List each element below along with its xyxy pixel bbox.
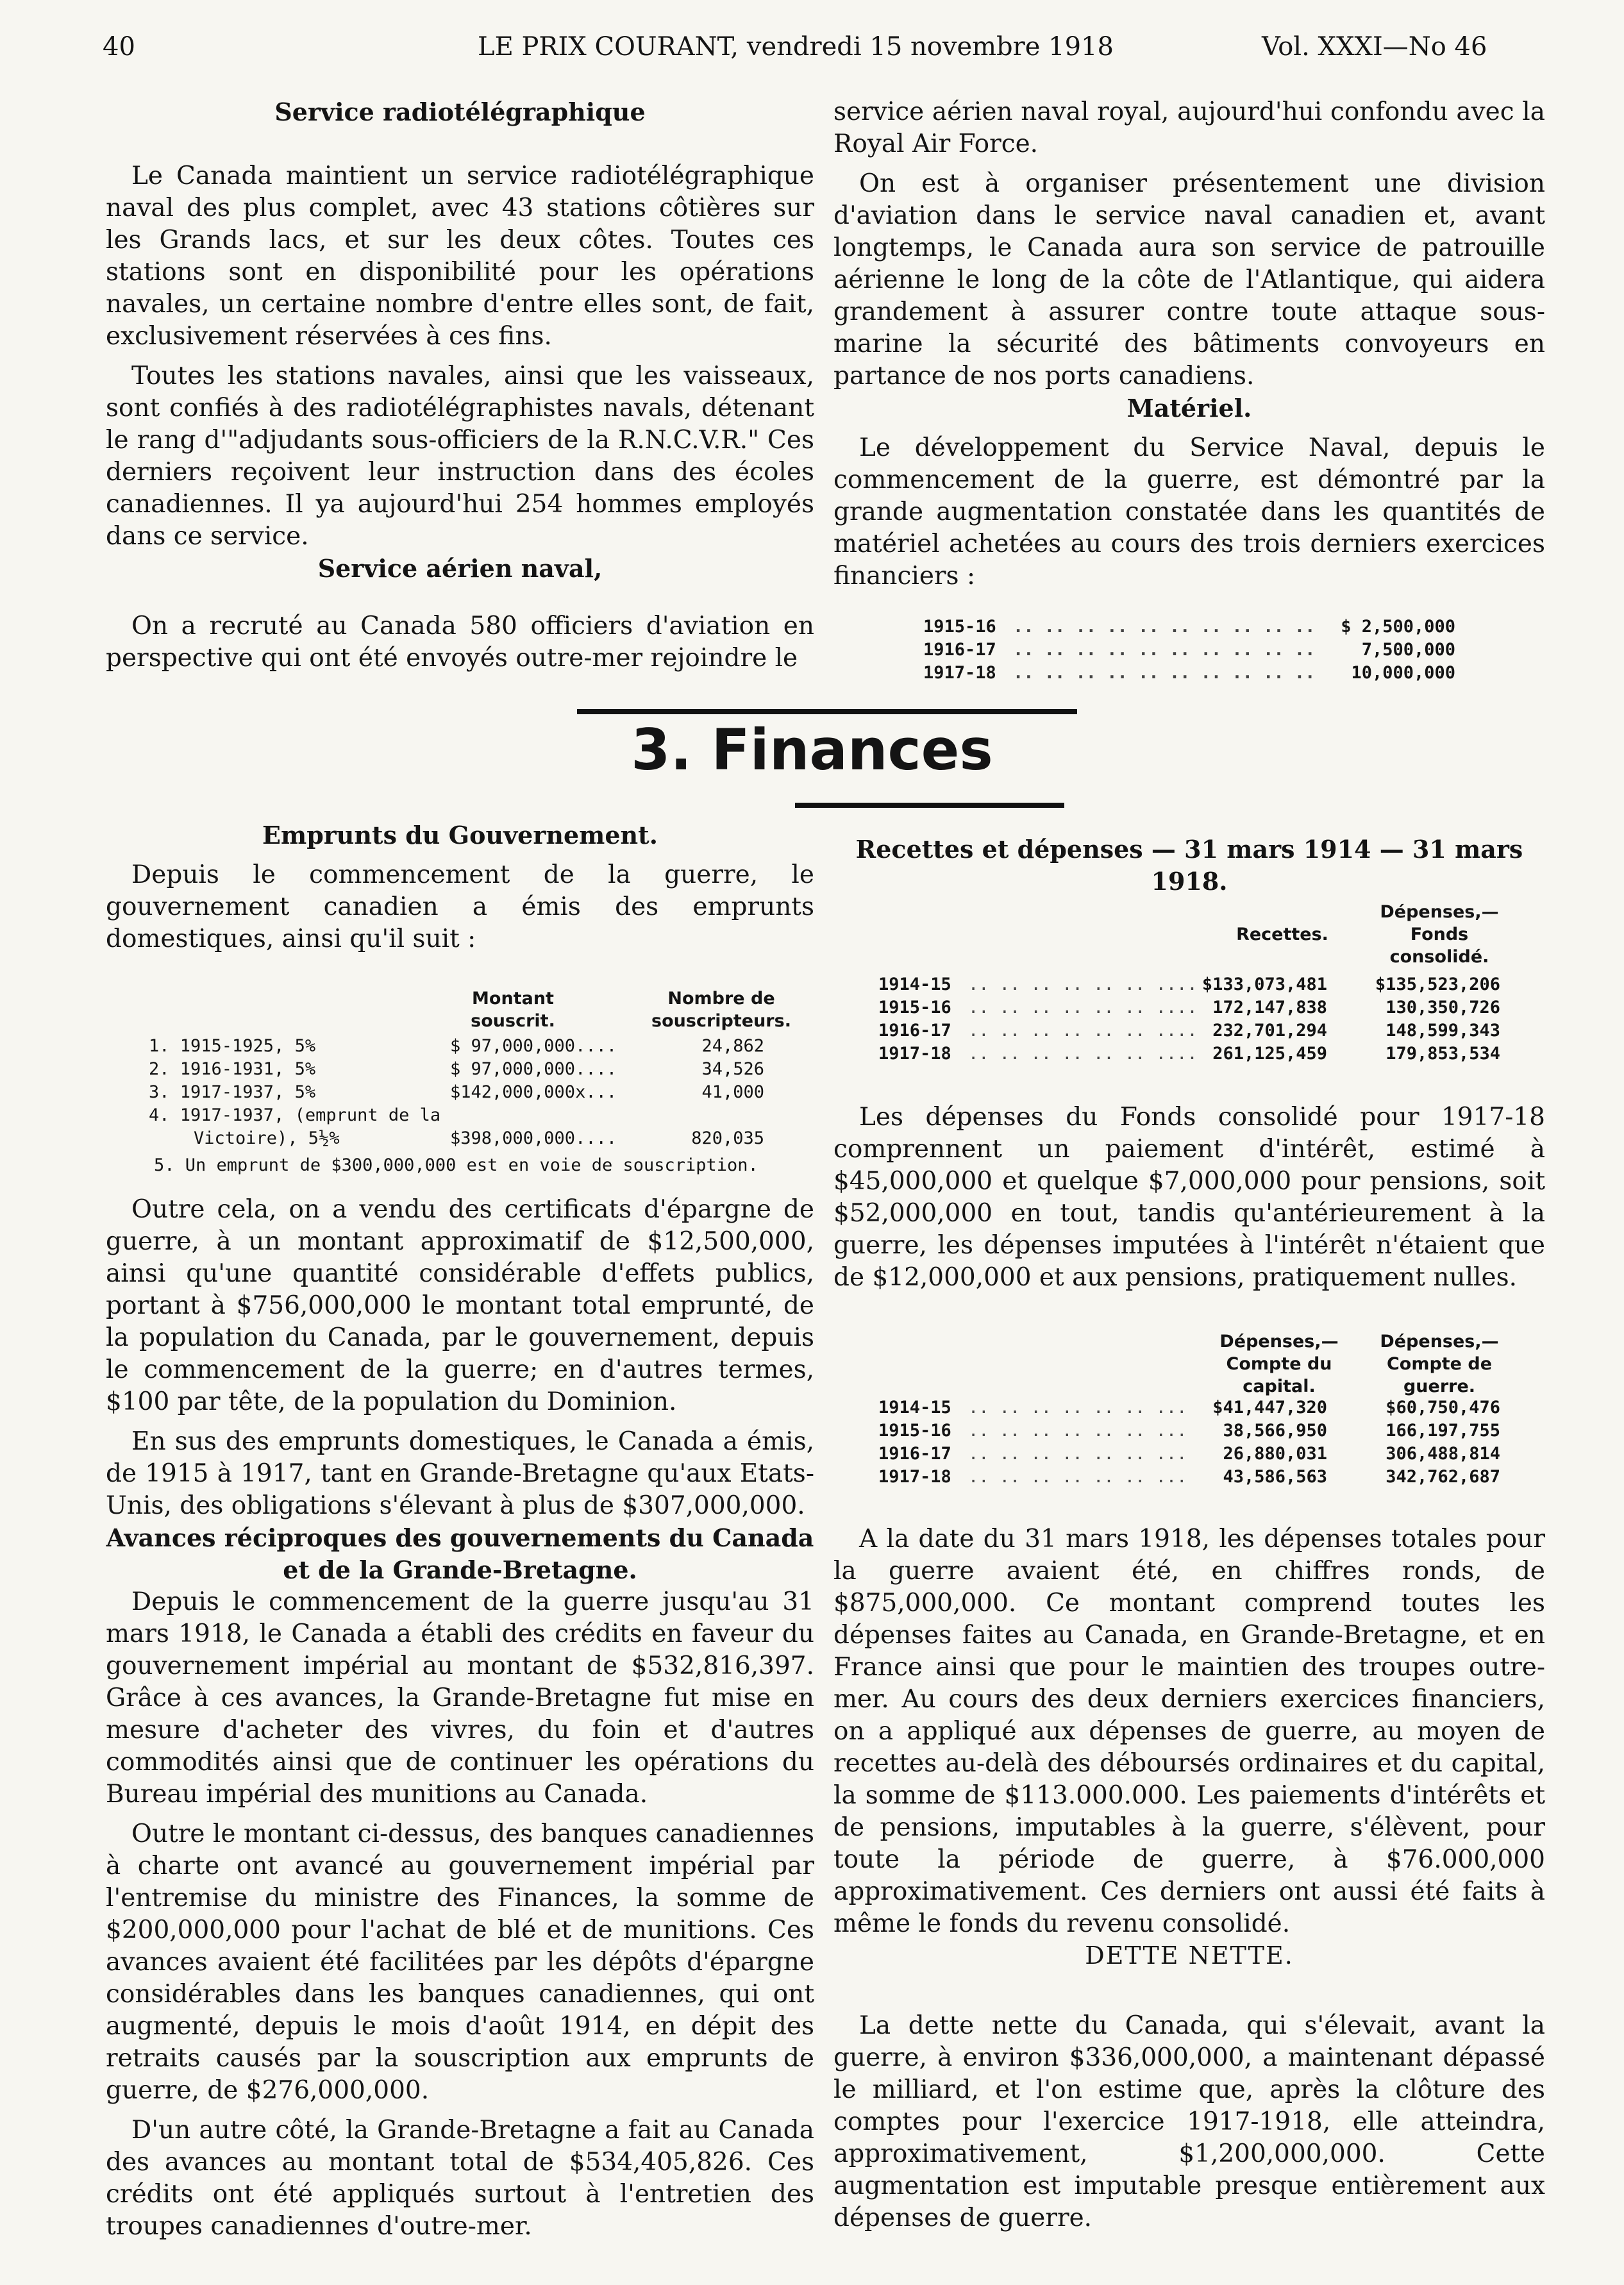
year-cell: 1917-18 (878, 1044, 951, 1064)
table-row: 1914-15 .. .. .. .. .. .. .... $133,073,481 $135,523,206 (878, 973, 1519, 996)
paragraph: Depuis le commencement de la guerre jusqu'au 31 mars 1918, le Canada a établi des crédits en faveur du gouvernement impérial au montant de $532,816,397. Grâce à ces avances, la Grande-Bretagne fut mise en mesure d'acheter des vivres, du foin et d'autres commodités ainsi que de continuer les opérations du Bureau impérial des munitions au Canada. (106, 1587, 814, 1809)
expense-cell: 179,853,534 (1385, 1044, 1500, 1064)
war-cell: 306,488,814 (1385, 1444, 1500, 1464)
value-cell: 7,500,000 (1361, 640, 1455, 660)
loan-amount: $ 97,000,000.... (450, 1036, 617, 1056)
loan-label: 2. 1916-1931, 5% (149, 1059, 316, 1079)
expense-cell: 130,350,726 (1385, 998, 1500, 1017)
page-number: 40 (103, 32, 135, 62)
loan-label: Victoire), 5½% (194, 1128, 340, 1148)
heading-government-loans: Emprunts du Gouvernement. (262, 821, 658, 850)
year-cell: 1917-18 (923, 663, 996, 683)
heading-naval-air-service: Service aérien naval, (317, 554, 603, 583)
year-cell: 1917-18 (878, 1467, 951, 1487)
section-title: 3. Finances (631, 717, 993, 783)
value-cell: $ 2,500,000 (1341, 617, 1455, 637)
table-row: 1916-17 .. .. .. .. .. .. .... 232,701,294 148,599,343 (878, 1019, 1519, 1042)
paragraph: La dette nette du Canada, qui s'élevait, avant la guerre, à environ $336,000,000, a maintenant dépassé le milliard, et l'on estime que, après la clôture des comptes pour l'exercice 1917-1918, elle atteindra, approximativement, $1,200,000,000. Cette augmentation est imputable presque entièrement aux dépenses de guerre. (833, 2011, 1545, 2232)
t2-col2-header: Dépenses,— Compte de guerre. (1380, 1332, 1499, 1396)
table-row: 1917-18 .. .. .. .. .. .. .... 261,125,459 179,853,534 (878, 1042, 1519, 1066)
paragraph: service aérien naval royal, aujourd'hui confondu avec la Royal Air Force. (833, 97, 1545, 158)
left-column-loans (106, 819, 814, 955)
war-cell: 342,762,687 (1385, 1467, 1500, 1487)
table-row (149, 1058, 803, 1081)
table-row (149, 1127, 803, 1150)
paragraph: Outre le montant ci-dessus, des banques canadiennes à charte ont avancé au gouvernement impérial par l'entremise du ministre des Finances, la somme de $200,000,000 pour l'achat de blé et de munitions. Ces avances avaient été facilitées par les dépôts d'épargne considérables dans les banques canadiennes, qui ont augmenté, depuis le mois d'août 1914, en dépit des retraits causés par la souscription aux emprunts de guerre, de $276,000,000. (106, 1820, 814, 2105)
paragraph: Les dépenses du Fonds consolidé pour 1917-18 comprennent un paiement d'intérêt, estimé à $45,000,000 et quelque $7,000,000 pour pensions, soit $52,000,000 en tout, tandis qu'antérieurement à la guerre, les dépenses imputées à l'intérêt n'étaient que de $12,000,000 et aux pensions, pratiquement nulles. (833, 1103, 1545, 1292)
paragraph: D'un autre côté, la Grande-Bretagne a fait au Canada des avances au montant total de $534,405,826. Ces crédits ont été appliqués surtout à l'entretien des troupes canadiennes d'outre-mer. (106, 2116, 814, 2241)
loan-label: 1. 1915-1925, 5% (149, 1036, 316, 1056)
t1-col1-header: Recettes. (1236, 925, 1328, 944)
loans-col2-header: Nombre de souscripteurs. (651, 989, 791, 1031)
war-cell: 166,197,755 (1385, 1421, 1500, 1441)
table-row: 1916-17 .. .. .. .. .. .. .. .. .. .. 7,500,000 (923, 639, 1455, 662)
volume-number: Vol. XXXI—No 46 (1262, 32, 1487, 62)
capital-war-table (878, 1396, 1519, 1489)
materiel-table (923, 615, 1455, 685)
paragraph: Le développement du Service Naval, depuis le commencement de la guerre, est démontré par la grande augmentation constatée dans les quantités de matériel achetées au cours des trois derniers exercices financiers : (833, 433, 1545, 590)
capital-cell: $41,447,320 (1212, 1398, 1327, 1418)
year-cell: 1914-15 (878, 975, 951, 994)
capital-cell: 38,566,950 (1223, 1421, 1327, 1441)
t1-col2-header: Dépenses,— Fonds consolidé. (1380, 902, 1499, 967)
paragraph: En sus des emprunts domestiques, le Canada a émis, de 1915 à 1917, tant en Grande-Bretagne qu'aux Etats-Unis, des obligations s'élevant à plus de $307,000,000. (106, 1427, 814, 1520)
year-cell: 1916-17 (923, 640, 996, 660)
paragraph: Toutes les stations navales, ainsi que les vaisseaux, sont confiés à des radiotélégraphistes navals, détenant le rang d'"adjudants sous-officiers de la R.N.C.V.R." Ces derniers reçoivent leur instruction dans des écoles canadiennes. Il ya aujourd'hui 254 hommes employés dans ce service. (106, 362, 814, 551)
loan-amount: $142,000,000x... (450, 1082, 617, 1102)
year-cell: 1915-16 (878, 1421, 951, 1441)
right-column-top (833, 96, 1545, 592)
table-row: 1917-18 .. .. .. .. .. .. .. .. .. .. 10,000,000 (923, 662, 1455, 685)
loan-amount: $398,000,000.... (450, 1128, 617, 1148)
year-cell: 1916-17 (878, 1444, 951, 1464)
loan-amount: $ 97,000,000.... (450, 1059, 617, 1079)
table-row: 1917-18 .. .. .. .. .. .. ... 43,586,563 342,762,687 (878, 1466, 1519, 1489)
capital-cell: 43,586,563 (1223, 1467, 1327, 1487)
table-row: 1916-17 .. .. .. .. .. .. ... 26,880,031 306,488,814 (878, 1443, 1519, 1466)
heading-revenue-expenditure: Recettes et dépenses — 31 mars 1914 — 31 mars 1918. (855, 835, 1523, 896)
heading-reciprocal-advances: Avances réciproques des gouvernements du Canada et de la Grande-Bretagne. (106, 1523, 814, 1584)
paragraph: A la date du 31 mars 1918, les dépenses totales pour la guerre avaient été, en chiffres ronds, de $875,000,000. Ce montant comprend toutes les dépenses faites au Canada, en Grande-Bretagne, et en France ainsi que pour le maintien des troupes outre-mer. Au cours des deux derniers exercices financiers, on a appliqué aux dépenses de guerre, au moyen de recettes au-delà des déboursés ordinaires et du capital, la somme de $113.000.000. Les paiements d'intérêts et de pensions, imputables à la guerre, s'élèvent, pour toute la période de guerre, à $76.000,000 approximativement. Ces derniers ont aussi été faits à même le fonds du revenu consolidé. (833, 1525, 1545, 1938)
expense-cell: 148,599,343 (1385, 1021, 1500, 1041)
table-row (149, 1104, 803, 1127)
year-cell: 1916-17 (878, 1021, 951, 1041)
loans-table (149, 1035, 803, 1150)
loan-label: 3. 1917-1937, 5% (149, 1082, 316, 1102)
capital-cell: 26,880,031 (1223, 1444, 1327, 1464)
left-column-top (106, 96, 814, 674)
table-row (149, 1035, 803, 1058)
war-cell: $60,750,476 (1385, 1398, 1500, 1418)
right-column-war-total (833, 1523, 1545, 1940)
newspaper-title: LE PRIX COURANT, vendredi 15 novembre 1918 (478, 32, 1114, 62)
value-cell: 10,000,000 (1351, 663, 1455, 683)
right-column-net-debt (833, 1939, 1545, 2234)
paragraph: On est à organiser présentement une division d'aviation dans le service naval canadien et, avant longtemps, le Canada aura son service de patrouille aérienne le long de la côte de l'Atlantique, qui aidera grandement à assurer contre toute attaque sous-marine la sécurité des bâtiments convoyeurs en partance de nos ports canadiens. (833, 169, 1545, 390)
rule-top (577, 709, 1077, 714)
year-cell: 1915-16 (923, 617, 996, 637)
loans-col1-header: Montant souscrit. (471, 989, 555, 1031)
year-cell: 1915-16 (878, 998, 951, 1017)
loan-subscribers: 820,035 (691, 1128, 764, 1148)
right-column-revenue-heading (833, 833, 1545, 898)
table-row: 1915-16 .. .. .. .. .. .. .... 172,147,838 130,350,726 (878, 996, 1519, 1019)
paragraph: Depuis le commencement de la guerre, le gouvernement canadien a émis des emprunts domestiques, ainsi qu'il suit : (106, 860, 814, 953)
paragraph: Outre cela, on a vendu des certificats d'épargne de guerre, à un montant approximatif de $12,500,000, ainsi qu'une quantité considérable d'effets publics, portant à $756,000,000 le montant total emprunté, de la population du Canada, par le gouvernement, depuis le commencement de la guerre; en d'autres termes, $100 par tête, de la population du Dominion. (106, 1195, 814, 1416)
table-row: 1915-16 .. .. .. .. .. .. ... 38,566,950 166,197,755 (878, 1419, 1519, 1443)
loan-subscribers: 24,862 (701, 1036, 764, 1056)
right-column-consolidated (833, 1101, 1545, 1294)
revenue-table (878, 973, 1519, 1066)
rule-bottom (795, 803, 1064, 808)
year-cell: 1914-15 (878, 1398, 951, 1418)
heading-net-debt: DETTE NETTE. (1085, 1941, 1294, 1970)
loan-note: 5. Un emprunt de $300,000,000 est en voie de souscription. (154, 1155, 758, 1175)
revenue-cell: $133,073,481 (1201, 975, 1327, 994)
table-row: 1914-15 .. .. .. .. .. .. ... $41,447,320 $60,750,476 (878, 1396, 1519, 1419)
loan-subscribers: 34,526 (701, 1059, 764, 1079)
revenue-cell: 261,125,459 (1212, 1044, 1327, 1064)
heading-radiotelegraph: Service radiotélégraphique (274, 97, 646, 126)
revenue-cell: 232,701,294 (1212, 1021, 1327, 1041)
loan-label: 4. 1917-1937, (emprunt de la (149, 1105, 441, 1125)
table-row: 1915-16 .. .. .. .. .. .. .. .. .. .. $ 2,500,000 (923, 615, 1455, 639)
table-row (149, 1081, 803, 1104)
loan-subscribers: 41,000 (701, 1082, 764, 1102)
heading-materiel: Matériel. (1126, 394, 1252, 423)
t2-col1-header: Dépenses,— Compte du capital. (1219, 1332, 1339, 1396)
revenue-cell: 172,147,838 (1212, 998, 1327, 1017)
left-column-advances (106, 1194, 814, 2243)
expense-cell: $135,523,206 (1375, 975, 1500, 994)
paragraph: On a recruté au Canada 580 officiers d'aviation en perspective qui ont été envoyés outre-mer rejoindre le (106, 612, 814, 673)
paragraph: Le Canada maintient un service radiotélégraphique naval des plus complet, avec 43 stations côtières sur les Grands lacs, et sur les deux côtes. Toutes ces stations sont en disponibilité pour les opérations navales, un certaine nombre d'entre elles sont, de fait, exclusivement réservées à ces fins. (106, 162, 814, 351)
